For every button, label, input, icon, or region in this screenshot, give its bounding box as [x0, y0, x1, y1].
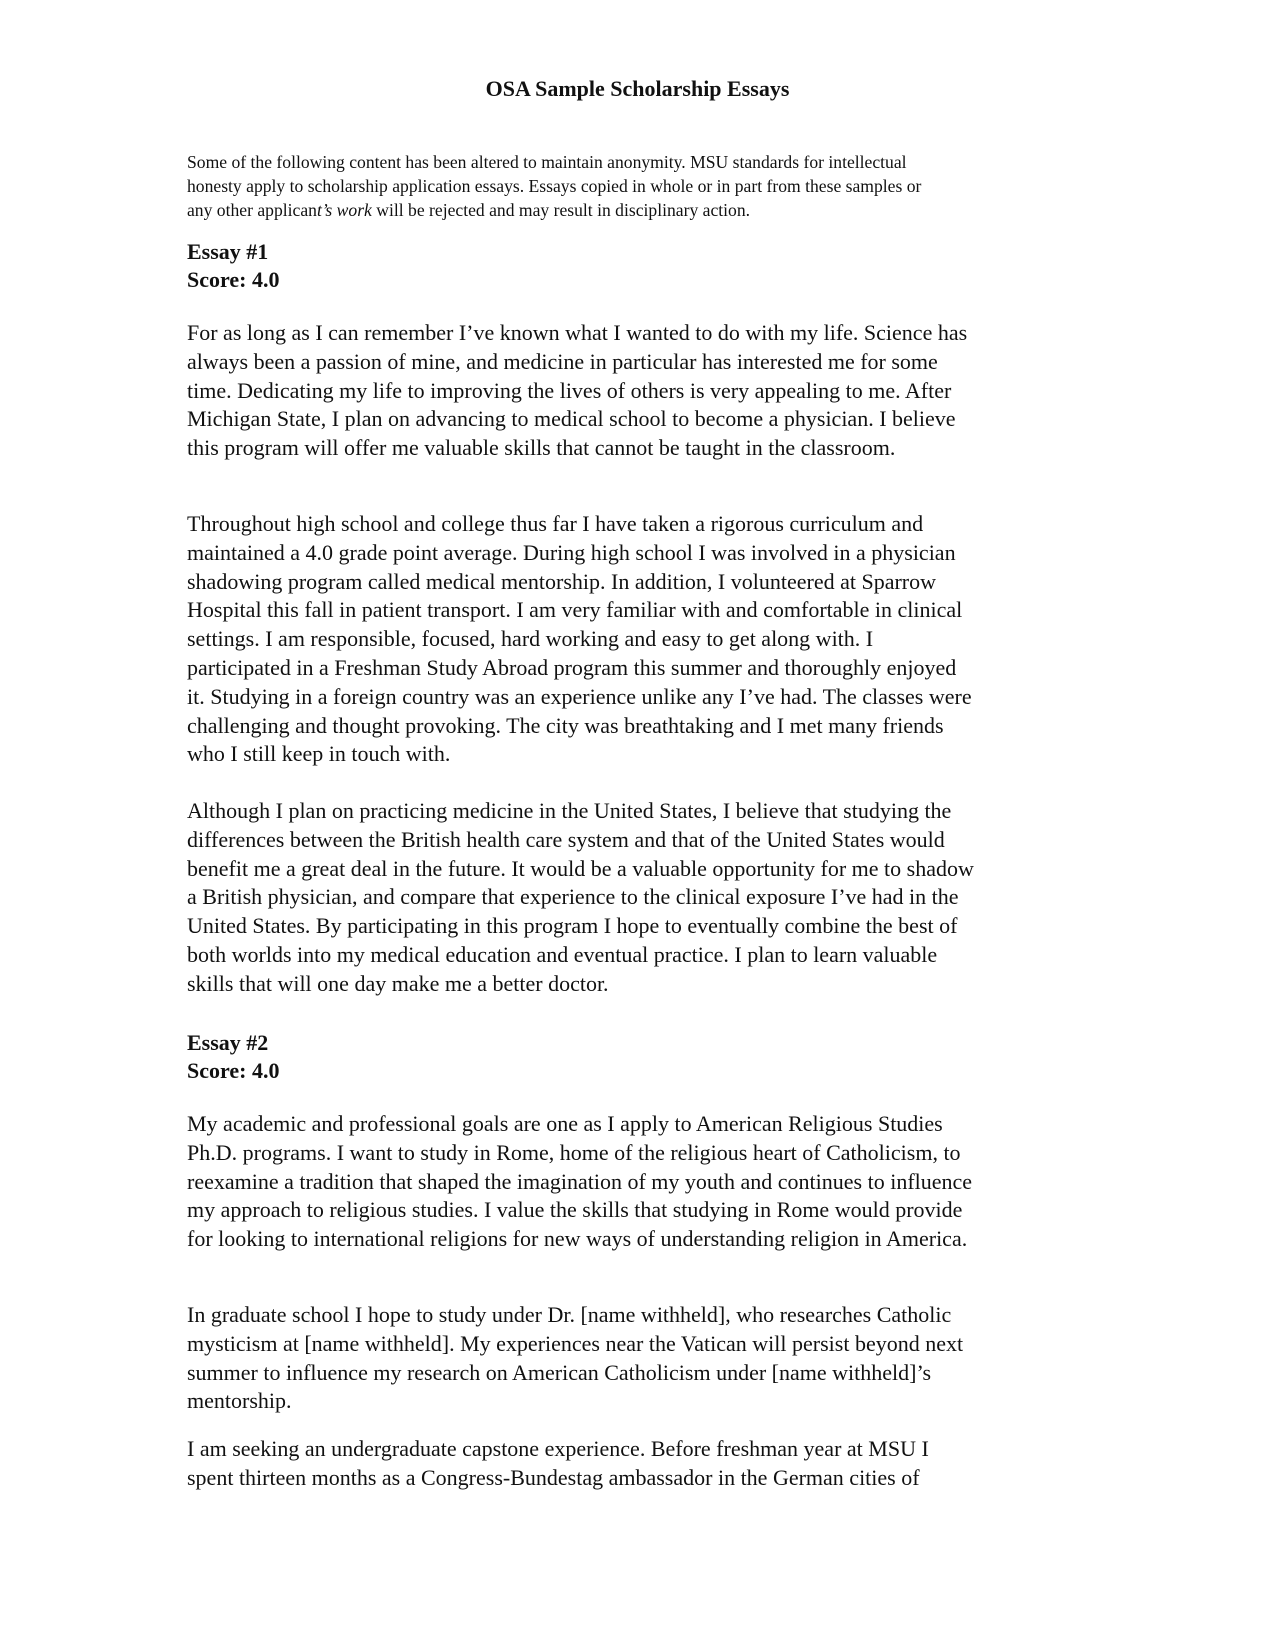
text-line: summer to influence my research on American Catholicism under [name withheld]’s	[187, 1359, 932, 1385]
text-line: both worlds into my medical education and eventual practice. I plan to learn valuable	[187, 941, 938, 967]
anonymity-notice	[187, 150, 1087, 222]
text-line: maintained a 4.0 grade point average. During high school I was involved in a physician	[187, 539, 956, 565]
text-line: time. Dedicating my life to improving the lives of others is very appealing to me. After	[187, 377, 952, 403]
text-line: who I still keep in touch with.	[187, 741, 451, 767]
essay-1-header	[187, 238, 279, 294]
text-line: challenging and thought provoking. The city was breathtaking and I met many friends	[187, 712, 944, 738]
text-line: In graduate school I hope to study under Dr. [name withheld], who researches Catholic	[187, 1302, 952, 1327]
text-line: Hospital this fall in patient transport. I am very familiar with and comfortable in clinical	[187, 597, 963, 623]
text-line: this program will offer me valuable skills that cannot be taught in the classroom.	[187, 435, 896, 461]
text-line: shadowing program called medical mentorship. In addition, I volunteered at Sparrow	[187, 568, 937, 594]
text-line: Throughout high school and college thus far I have taken a rigorous curriculum and	[187, 511, 924, 536]
essay-1-paragraph-2	[187, 510, 1087, 769]
text-line: skills that will one day make me a better doctor.	[187, 970, 609, 996]
essay-2-paragraph-2	[187, 1301, 1087, 1416]
text-line: benefit me a great deal in the future. It would be a valuable opportunity for me to shadow	[187, 855, 974, 881]
text-line: for looking to international religions for new ways of understanding religion in America.	[187, 1226, 968, 1252]
notice-line3-end: will be rejected and may result in disciplinary action.	[371, 200, 751, 220]
essay-2-paragraph-1	[187, 1110, 1087, 1254]
notice-line3-italic: t’s work	[316, 200, 372, 220]
text-line: my approach to religious studies. I value the skills that studying in Rome would provide	[187, 1197, 963, 1223]
text-line: My academic and professional goals are one as I apply to American Religious Studies	[187, 1111, 943, 1136]
text-line: a British physician, and compare that experience to the clinical exposure I’ve had in the	[187, 884, 959, 910]
text-line: differences between the British health care system and that of the United States would	[187, 826, 945, 852]
text-line: settings. I am responsible, focused, hard working and easy to get along with. I	[187, 626, 874, 652]
text-line: participated in a Freshman Study Abroad program this summer and thoroughly enjoyed	[187, 654, 957, 680]
text-line: Michigan State, I plan on advancing to medical school to become a physician. I believe	[187, 406, 956, 432]
text-line: I am seeking an undergraduate capstone experience. Before freshman year at MSU I	[187, 1436, 929, 1461]
text-line: mysticism at [name withheld]. My experiences near the Vatican will persist beyond next	[187, 1330, 964, 1356]
text-line: Although I plan on practicing medicine in the United States, I believe that studying the	[187, 798, 952, 823]
text-line: Ph.D. programs. I want to study in Rome, home of the religious heart of Catholicism, to	[187, 1139, 961, 1165]
essay-score: Score: 4.0	[187, 1058, 280, 1083]
notice-line: Some of the following content has been altered to maintain anonymity. MSU standards for intellectual	[187, 152, 907, 172]
essay-2-header	[187, 1029, 279, 1085]
essay-heading: Essay #1	[187, 239, 269, 264]
notice-line: honesty apply to scholarship application essays. Essays copied in whole or in part from these samples or	[187, 176, 922, 196]
essay-1-paragraph-3	[187, 797, 1087, 999]
notice-line	[187, 198, 1087, 222]
essay-heading: Essay #2	[187, 1030, 269, 1055]
text-line: reexamine a tradition that shaped the imagination of my youth and continues to influence	[187, 1168, 973, 1194]
essay-score: Score: 4.0	[187, 267, 280, 292]
text-line: United States. By participating in this program I hope to eventually combine the best of	[187, 913, 958, 939]
text-line: spent thirteen months as a Congress-Bundestag ambassador in the German cities of	[187, 1464, 920, 1490]
essay-2-paragraph-3	[187, 1435, 1087, 1493]
text-line: always been a passion of mine, and medicine in particular has interested me for some	[187, 348, 938, 374]
text-line: it. Studying in a foreign country was an experience unlike any I’ve had. The classes were	[187, 683, 972, 709]
notice-line3-start: any other applican	[187, 200, 317, 220]
text-line: For as long as I can remember I’ve known what I wanted to do with my life. Science has	[187, 320, 968, 345]
essay-1-paragraph-1	[187, 319, 1087, 463]
page-title: OSA Sample Scholarship Essays	[485, 76, 790, 101]
text-line: mentorship.	[187, 1388, 292, 1414]
